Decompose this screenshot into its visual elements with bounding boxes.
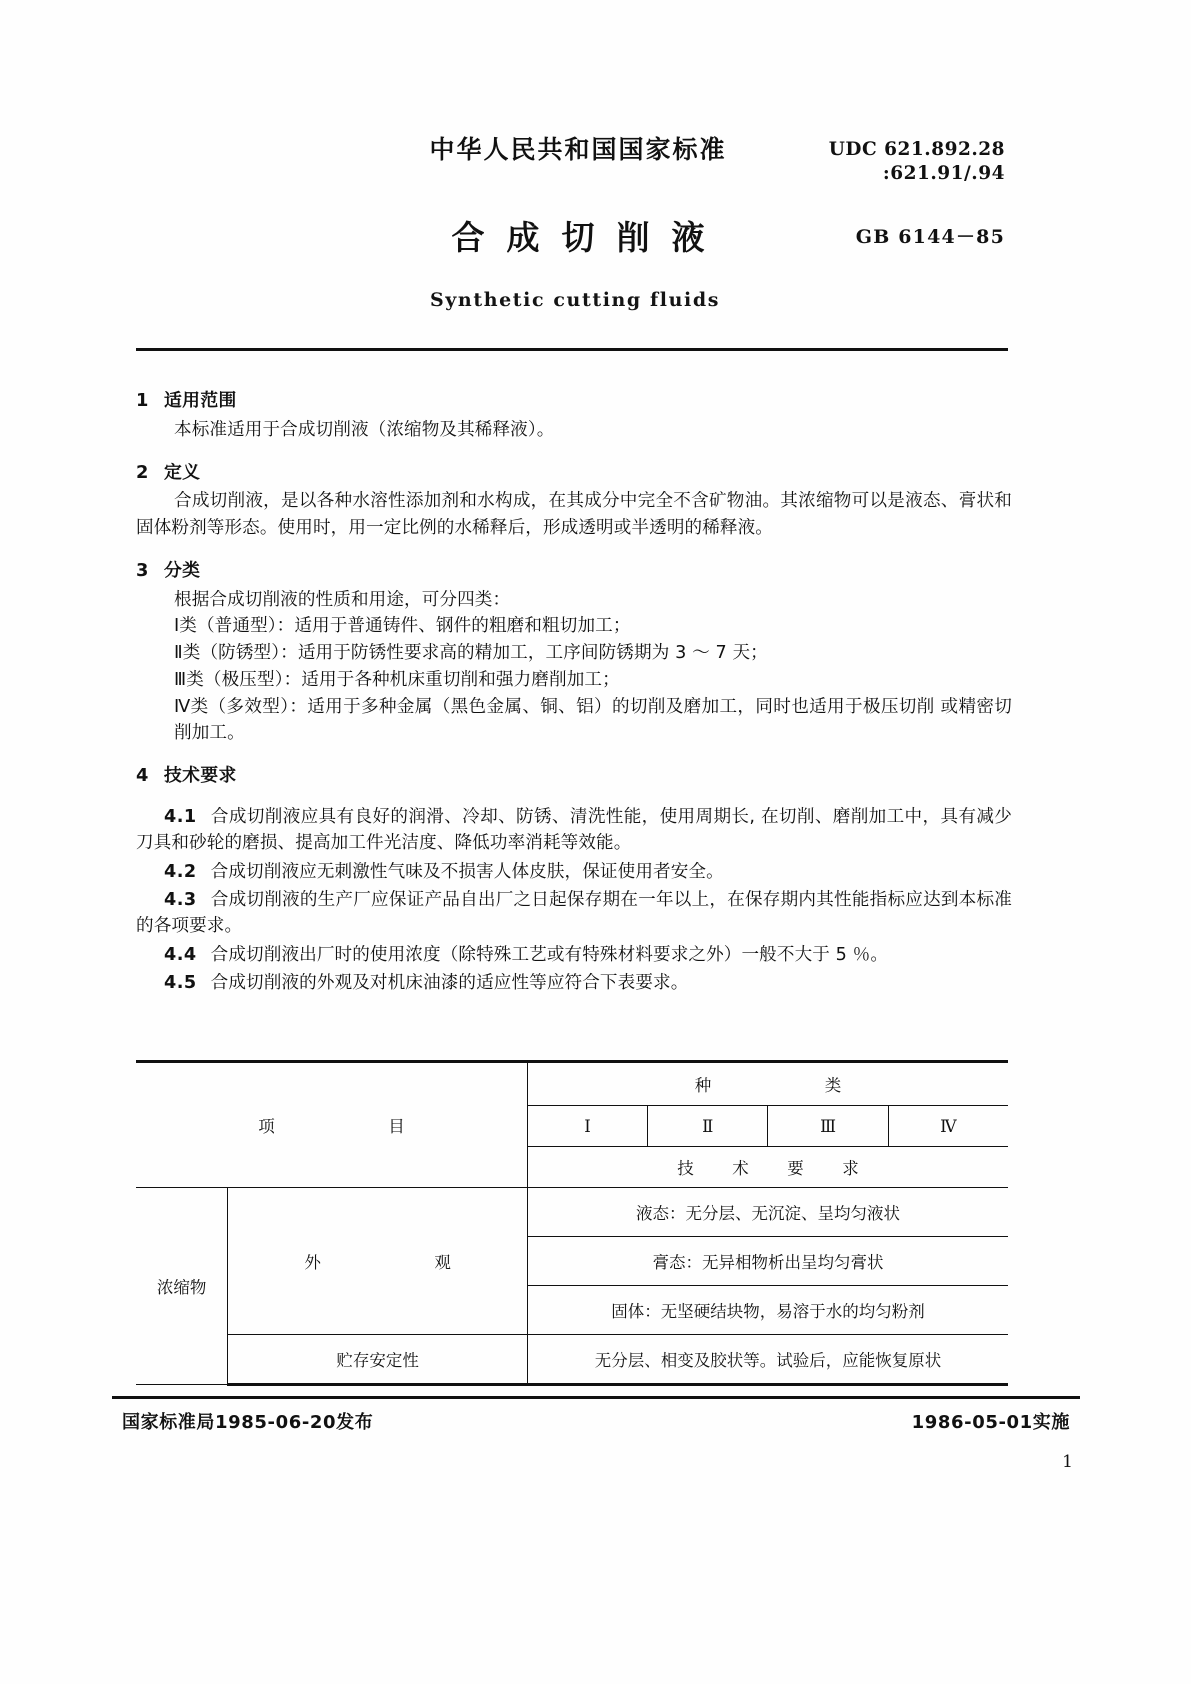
spacer — [136, 792, 1012, 804]
section-title-2: 定义 — [164, 461, 201, 483]
footer-divider-rule — [112, 1396, 1080, 1399]
section-heading-4 — [136, 767, 1012, 785]
section-number-4: 4 — [136, 765, 149, 786]
table-row-label-stability: 贮存安定性 — [228, 1335, 528, 1385]
requirement-item — [136, 970, 1012, 996]
section-title-1: 适用范围 — [164, 390, 237, 411]
table-header-kind-label: 种 类 — [694, 1076, 858, 1095]
requirement-item — [136, 942, 1012, 968]
table-cell-value: 液态：无分层、无沉淀、呈均匀液状 — [527, 1188, 1008, 1237]
standard-title-en: Synthetic cutting fluids — [429, 289, 721, 311]
udc-block — [829, 138, 1005, 187]
gb-standard-number: GB 6144－85 — [855, 226, 1005, 248]
requirement-number: 4.2 — [164, 861, 197, 882]
section-2-paragraph: 合成切削液，是以各种水溶性添加剂和水构成，在其成分中完全不含矿物油。其浓缩物可以是液态、膏状和固体粉剂等形态。使用时，用一定比例的水稀释后，形成透明或半透明的稀释液。 — [136, 491, 1012, 539]
table-row-label-appearance-text: 外 观 — [304, 1253, 467, 1272]
document-body — [136, 392, 1012, 999]
table-row — [136, 1335, 1008, 1385]
section-number-2: 2 — [136, 461, 149, 483]
section-number-1: 1 — [136, 390, 149, 411]
requirement-number: 4.4 — [164, 944, 197, 965]
section-title-4: 技术要求 — [164, 765, 237, 786]
table-tech-requirement-header — [527, 1147, 1008, 1188]
requirement-number: 4.3 — [164, 889, 197, 910]
table-row — [136, 1188, 1008, 1237]
udc-line-2: :621.91/.94 — [882, 163, 1005, 185]
table-header-item — [136, 1062, 527, 1188]
table-cell-value: 固体：无坚硬结块物，易溶于水的均匀粉剂 — [527, 1286, 1008, 1335]
section-heading-2 — [136, 461, 1012, 483]
spacer — [136, 550, 1012, 562]
table-group-label: 浓缩物 — [136, 1188, 228, 1385]
table-header-item-label: 项 目 — [258, 1117, 421, 1136]
table-kind-cell-3: Ⅲ — [768, 1106, 888, 1147]
section-1-paragraph: 本标准适用于合成切削液（浓缩物及其稀释液）。 — [174, 419, 555, 440]
requirement-text: 合成切削液的外观及对机床油漆的适应性等应符合下表要求。 — [210, 973, 689, 994]
section-heading-1 — [136, 392, 1012, 410]
requirement-number: 4.5 — [164, 973, 197, 994]
table-kind-cell-4: Ⅳ — [888, 1106, 1008, 1147]
footer-issue-date: 国家标准局1985-06-20发布 — [122, 1412, 374, 1433]
classification-class-2: Ⅱ类（防锈型）：适用于防锈性要求高的精加工，工序间防锈期为 3 ～ 7 天； — [174, 643, 768, 664]
spacer — [136, 452, 1012, 464]
table-row — [136, 1062, 1008, 1106]
table-header-kind — [527, 1062, 1008, 1106]
requirement-text: 合成切削液应无刺激性气味及不损害人体皮肤，保证使用者安全。 — [210, 861, 724, 882]
table-cell-value: 膏态：无异相物析出呈均匀膏状 — [527, 1237, 1008, 1286]
requirement-number: 4.1 — [164, 806, 197, 827]
spacer — [136, 755, 1012, 767]
table-kind-cell-2: Ⅱ — [648, 1106, 768, 1147]
udc-line-1: UDC 621.892.28 — [828, 139, 1005, 160]
table-kind-cell-1: Ⅰ — [527, 1106, 647, 1147]
cover-header — [133, 130, 1013, 311]
table-tech-requirement-label: 技 术 要 求 — [677, 1159, 870, 1178]
section-title-3: 分类 — [164, 559, 201, 581]
classification-class-3: Ⅲ类（极压型）：适用于各种机床重切削和强力磨削加工； — [174, 669, 620, 690]
national-standard-line: 中华人民共和国国家标准 — [429, 135, 727, 164]
section-heading-3 — [136, 559, 1012, 581]
classification-class-1: Ⅰ类（普通型）：适用于普通铸件、钢件的粗磨和粗切加工； — [174, 616, 631, 637]
specification-table — [136, 1060, 1008, 1386]
requirement-item — [136, 859, 1012, 885]
requirement-text: 合成切削液出厂时的使用浓度（除特殊工艺或有特殊材料要求之外）一般不大于 5 ％。 — [210, 944, 889, 965]
footer-effective-date: 1986-05-01实施 — [911, 1412, 1070, 1433]
requirement-item — [136, 804, 1012, 857]
classification-intro: 根据合成切削液的性质和用途，可分四类： — [174, 589, 511, 610]
classification-class-4: Ⅳ类（多效型）：适用于多种金属（黑色金属、铜、铝）的切削及磨加工，同时也适用于极压切削 或精密切削加工。 — [174, 696, 1012, 744]
requirement-text: 合成切削液的生产厂应保证产品自出厂之日起保存期在一年以上，在保存期内其性能指标应达到本标准的各项要求。 — [136, 889, 1012, 937]
header-divider-rule — [136, 348, 1008, 351]
requirement-text: 合成切削液应具有良好的润滑、冷却、防锈、清洗性能，使用周期长, 在切削、磨削加工中，具有减少刀具和砂轮的磨损、提高加工件光洁度、降低功率消耗等效能。 — [136, 806, 1012, 854]
standard-title-cn: 合成切削液 — [451, 218, 727, 257]
requirement-item — [136, 887, 1012, 940]
table-cell-value: 无分层、相变及胶状等。试验后，应能恢复原状 — [527, 1335, 1008, 1385]
page-number: 1 — [1062, 1452, 1073, 1472]
section-number-3: 3 — [136, 559, 149, 581]
table-row-label-appearance — [228, 1188, 528, 1335]
